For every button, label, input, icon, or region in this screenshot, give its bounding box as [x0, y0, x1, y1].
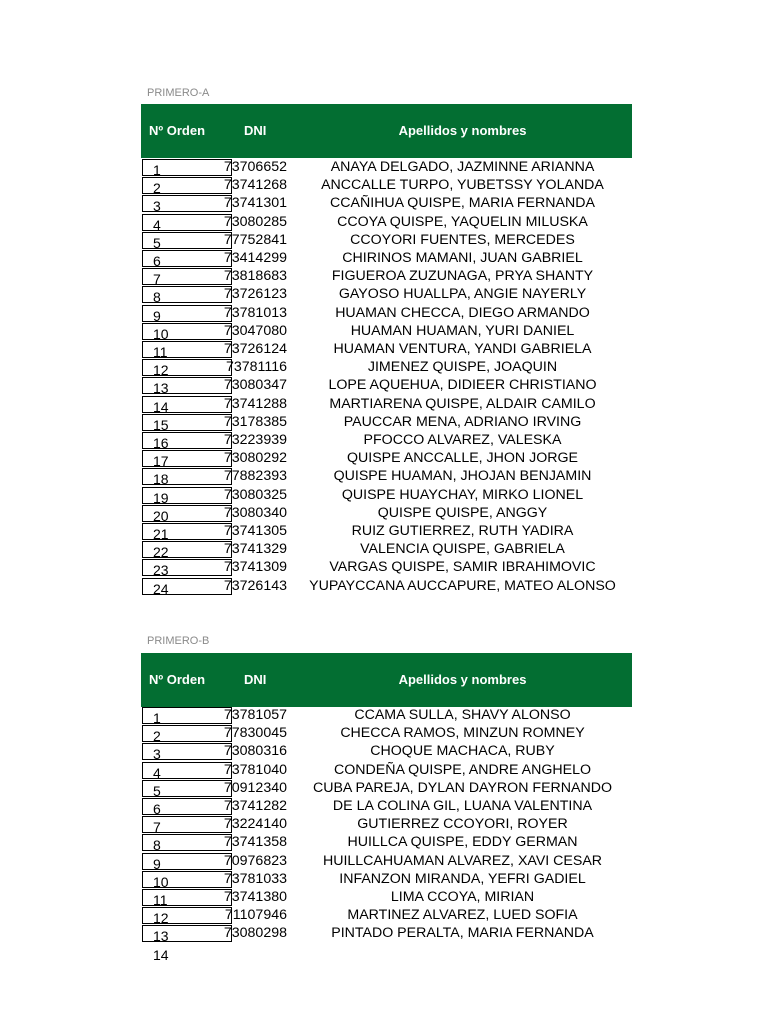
nombre-cell: QUISPE HUAMAN, JHOJAN BENJAMIN	[333, 468, 592, 485]
orden-cell: 3	[142, 743, 232, 760]
nombre-cell: ANCCALLE TURPO, YUBETSSY YOLANDA	[321, 177, 604, 194]
orden-cell: 14	[142, 396, 232, 413]
orden-cell: 6	[142, 250, 232, 267]
nombre-cell: PINTADO PERALTA, MARIA FERNANDA	[331, 925, 594, 942]
orden-cell: 18	[142, 468, 232, 485]
orden-cell: 8	[142, 286, 232, 303]
dni-value: 73178385	[223, 413, 287, 430]
dni-cell	[223, 341, 293, 359]
dni-value: 70912340	[223, 779, 287, 796]
orden-cell: 5	[142, 780, 232, 797]
nombre-cell: HUILLCA QUISPE, EDDY GERMAN	[347, 834, 578, 851]
dni-value: 73741309	[223, 559, 287, 576]
table-row	[0, 762, 768, 780]
table-row	[0, 925, 768, 943]
nombre-cell: CHIRINOS MAMANI, JUAN GABRIEL	[342, 250, 583, 266]
table-row	[0, 250, 768, 268]
dni-value: 73741380	[223, 889, 287, 905]
table-row	[0, 944, 768, 962]
table-row	[0, 505, 768, 523]
dni-value: 73741301	[223, 195, 287, 212]
nombre-cell: CCOYORI FUENTES, MERCEDES	[350, 231, 575, 248]
table-row	[0, 450, 768, 468]
table-row	[0, 359, 768, 377]
dni-cell	[223, 523, 293, 541]
dni-cell	[223, 268, 293, 286]
dni-cell	[223, 834, 293, 852]
dni-value: 70976823	[223, 852, 287, 869]
table-row	[0, 816, 768, 834]
nombre-cell: INFANZON MIRANDA, YEFRI GADIEL	[339, 870, 586, 887]
orden-cell: 2	[142, 725, 232, 742]
dni-cell	[223, 195, 293, 213]
nombre-cell: YUPAYCCANA AUCCAPURE, MATEO ALONSO	[309, 577, 616, 594]
nombre-cell: FIGUEROA ZUZUNAGA, PRYA SHANTY	[331, 268, 594, 285]
dni-cell	[224, 907, 293, 925]
dni-value: 73080316	[223, 743, 287, 760]
table-row	[0, 396, 768, 414]
table-row	[0, 523, 768, 541]
table-row	[0, 725, 768, 743]
dni-value: 77752841	[223, 231, 287, 248]
orden-cell: 21	[142, 523, 232, 540]
nombre-cell: CHOQUE MACHACA, RUBY	[370, 743, 555, 760]
dni-value: 73741305	[223, 523, 287, 539]
orden-cell: 13	[142, 925, 232, 942]
orden-cell: 4	[142, 762, 232, 779]
table-header	[141, 104, 632, 158]
section-title: PRIMERO-A	[147, 87, 210, 99]
table-row	[0, 432, 768, 450]
orden-cell: 24	[142, 578, 232, 595]
nombre-cell: MARTINEZ ALVAREZ, LUED SOFIA	[347, 907, 578, 924]
orden-cell: 7	[142, 816, 232, 833]
dni-cell	[223, 559, 293, 577]
dni-value: 73080292	[223, 450, 287, 467]
dni-value: 73414299	[223, 250, 287, 266]
table-row	[0, 889, 768, 907]
dni-cell	[223, 413, 293, 432]
dni-value: 73781040	[223, 761, 287, 778]
nombre-cell: QUISPE HUAYCHAY, MIRKO LIONEL	[341, 486, 584, 503]
dni-cell	[223, 761, 293, 780]
orden-cell: 3	[142, 195, 232, 212]
nombre-cell: ANAYA DELGADO, JAZMINNE ARIANNA	[330, 159, 595, 175]
dni-cell	[223, 577, 293, 596]
orden-cell: 4	[142, 214, 232, 231]
orden-cell: 23	[142, 559, 232, 576]
header-nombre: Apellidos y nombres	[398, 123, 527, 138]
table-row	[0, 871, 768, 889]
nombre-cell: GAYOSO HUALLPA, ANGIE NAYERLY	[338, 286, 587, 303]
table-row	[0, 414, 768, 432]
nombre-cell: DE LA COLINA GIL, LUANA VALENTINA	[332, 798, 593, 814]
dni-value: 73080298	[223, 925, 287, 942]
table-row	[0, 834, 768, 852]
orden-cell: 11	[142, 341, 232, 358]
table-row	[0, 177, 768, 195]
header-orden: Nº Orden	[149, 672, 206, 687]
dni-value: 73781033	[223, 870, 287, 887]
dni-cell	[223, 322, 293, 341]
orden-cell: 22	[142, 541, 232, 558]
orden-cell: 8	[142, 834, 232, 851]
table-row	[0, 780, 768, 798]
table-row	[0, 323, 768, 341]
dni-cell	[223, 925, 293, 943]
orden-cell: 12	[142, 907, 232, 924]
dni-value: 73741282	[223, 798, 287, 814]
orden-cell: 14	[153, 946, 169, 963]
orden-cell: 9	[142, 853, 232, 870]
table-row	[0, 195, 768, 213]
orden-cell: 17	[142, 450, 232, 467]
table-row	[0, 232, 768, 250]
orden-cell: 1	[142, 707, 232, 724]
nombre-cell: LOPE AQUEHUA, DIDIEER CHRISTIANO	[328, 377, 597, 394]
nombre-cell: PFOCCO ALVAREZ, VALESKA	[363, 432, 562, 448]
orden-cell: 11	[142, 889, 232, 906]
nombre-cell: GUTIERREZ CCOYORI, ROYER	[357, 816, 568, 833]
dni-value: 73080340	[223, 504, 287, 521]
orden-cell: 16	[142, 432, 232, 449]
table-row	[0, 214, 768, 232]
dni-cell	[223, 159, 293, 177]
nombre-cell: CCOYA QUISPE, YAQUELIN MILUSKA	[337, 213, 588, 230]
dni-cell	[223, 816, 293, 834]
dni-cell	[225, 359, 293, 377]
table-row	[0, 743, 768, 761]
table-row	[0, 341, 768, 359]
dni-cell	[223, 432, 293, 450]
dni-value: 73781057	[223, 707, 287, 723]
dni-value: 73080285	[223, 213, 287, 230]
orden-cell: 10	[142, 323, 232, 340]
dni-cell	[223, 798, 293, 816]
section-title: PRIMERO-B	[147, 635, 210, 647]
dni-cell	[233, 944, 293, 962]
nombre-cell: RUIZ GUTIERREZ, RUTH YADIRA	[351, 523, 574, 539]
table-row	[0, 305, 768, 323]
dni-value: 71107946	[224, 907, 287, 924]
nombre-cell: VALENCIA QUISPE, GABRIELA	[360, 541, 565, 558]
nombre-cell: JIMENEZ QUISPE, JOAQUIN	[367, 359, 558, 376]
dni-value: 73080347	[223, 377, 287, 394]
dni-value: 73781013	[223, 304, 287, 321]
orden-cell: 12	[142, 359, 232, 376]
orden-cell: 9	[142, 305, 232, 322]
dni-cell	[223, 377, 293, 395]
dni-value: 73726124	[223, 341, 287, 357]
dni-cell	[223, 304, 293, 323]
nombre-cell: HUAMAN CHECCA, DIEGO ARMANDO	[335, 304, 590, 321]
dni-value: 73741268	[223, 177, 287, 194]
table-row	[0, 487, 768, 505]
orden-cell: 1	[142, 159, 232, 176]
header-dni: DNI	[244, 672, 267, 687]
nombre-cell: MARTIARENA QUISPE, ALDAIR CAMILO	[329, 395, 596, 412]
nombre-cell: QUISPE ANCCALLE, JHON JORGE	[347, 450, 578, 467]
nombre-cell: CHECCA RAMOS, MINZUN ROMNEY	[340, 725, 585, 742]
nombre-cell: HUILLCAHUAMAN ALVAREZ, XAVI CESAR	[322, 852, 603, 869]
table-row	[0, 853, 768, 871]
dni-value: 73223939	[223, 432, 287, 448]
table-row	[0, 377, 768, 395]
table-row	[0, 707, 768, 725]
table-row	[0, 286, 768, 304]
dni-value: 73047080	[223, 322, 287, 339]
dni-cell	[223, 213, 293, 232]
orden-cell: 10	[142, 871, 232, 888]
dni-cell	[223, 852, 293, 871]
orden-cell: 2	[142, 177, 232, 194]
orden-cell: 19	[142, 487, 232, 504]
dni-cell	[223, 250, 293, 268]
nombre-cell: HUAMAN VENTURA, YANDI GABRIELA	[333, 341, 592, 357]
orden-cell: 15	[142, 414, 232, 431]
table-header	[141, 653, 632, 707]
dni-value: 73781116	[225, 359, 287, 376]
header-dni: DNI	[244, 123, 267, 138]
orden-cell: 20	[142, 505, 232, 522]
orden-cell: 5	[142, 232, 232, 249]
nombre-cell: PAUCCAR MENA, ADRIANO IRVING	[343, 413, 582, 430]
dni-cell	[223, 486, 293, 505]
orden-cell: 7	[142, 268, 232, 285]
orden-cell: 6	[142, 798, 232, 815]
nombre-cell: QUISPE QUISPE, ANGGY	[377, 504, 548, 521]
dni-cell	[223, 541, 293, 559]
dni-cell	[223, 468, 293, 486]
table-row	[0, 541, 768, 559]
dni-cell	[223, 395, 293, 414]
dni-value: 73741288	[223, 395, 287, 412]
dni-cell	[223, 725, 293, 743]
table-row	[0, 268, 768, 286]
nombre-cell: LIMA CCOYA, MIRIAN	[390, 889, 535, 905]
orden-cell: 13	[142, 377, 232, 394]
dni-value: 73726143	[223, 577, 287, 594]
dni-cell	[223, 707, 293, 725]
dni-cell	[223, 450, 293, 468]
table-row	[0, 559, 768, 577]
dni-value: 73726123	[223, 286, 287, 303]
nombre-cell: CUBA PAREJA, DYLAN DAYRON FERNANDO	[312, 779, 613, 796]
dni-value: 73741329	[223, 541, 287, 558]
dni-cell	[223, 889, 293, 907]
dni-value: 73706652	[223, 159, 287, 175]
dni-value: 77882393	[223, 468, 287, 485]
nombre-cell: CCAÑIHUA QUISPE, MARIA FERNANDA	[330, 195, 595, 212]
dni-value: 77830045	[223, 725, 287, 742]
dni-value: 73080325	[223, 486, 287, 503]
dni-cell	[223, 779, 293, 798]
table-row	[0, 798, 768, 816]
dni-value: 73741358	[223, 834, 287, 851]
header-nombre: Apellidos y nombres	[398, 672, 527, 687]
dni-cell	[223, 177, 293, 195]
nombre-cell: CONDEÑA QUISPE, ANDRE ANGHELO	[333, 761, 591, 778]
table-row	[0, 159, 768, 177]
dni-cell	[223, 504, 293, 523]
dni-cell	[223, 870, 293, 889]
dni-cell	[223, 743, 293, 761]
dni-value: 73818683	[223, 268, 287, 285]
nombre-cell: HUAMAN HUAMAN, YURI DANIEL	[350, 322, 575, 339]
dni-cell	[223, 231, 293, 250]
dni-cell	[223, 286, 293, 304]
nombre-cell: VARGAS QUISPE, SAMIR IBRAHIMOVIC	[329, 559, 596, 576]
table-row	[0, 907, 768, 925]
nombre-cell: CCAMA SULLA, SHAVY ALONSO	[354, 707, 571, 723]
dni-value: 73224140	[223, 816, 287, 833]
header-orden: Nº Orden	[149, 123, 206, 138]
table-row	[0, 468, 768, 486]
table-row	[0, 578, 768, 596]
